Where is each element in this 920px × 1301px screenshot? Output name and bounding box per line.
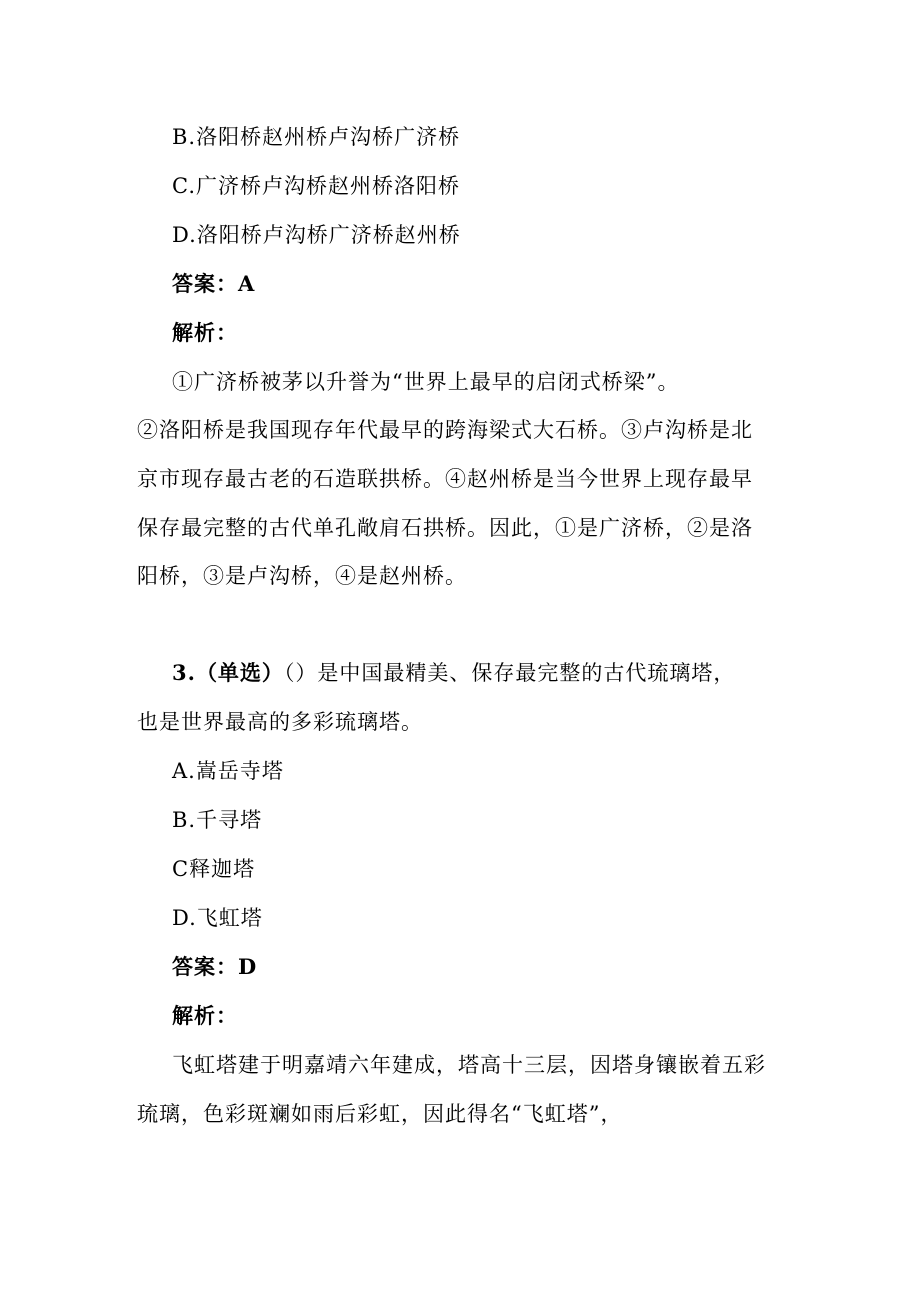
- q2-answer: 答案：A: [172, 271, 256, 296]
- q3-option-c: C释迦塔: [172, 857, 256, 881]
- q3-option-a: A.嵩岳寺塔: [172, 759, 284, 783]
- q3-analysis-line-1: 飞虹塔建于明嘉靖六年建成，塔高十三层，因塔身镶嵌着五彩: [172, 1053, 766, 1077]
- q3-answer: 答案：D: [172, 954, 258, 979]
- q3-analysis-line-2: 琉璃，色彩斑斓如雨后彩虹，因此得名“飞虹塔”，: [137, 1102, 623, 1126]
- q2-analysis-line-5: 阳桥，③是卢沟桥，④是赵州桥。: [137, 564, 467, 588]
- q2-option-b: B.洛阳桥赵州桥卢沟桥广济桥: [172, 125, 461, 149]
- q2-option-c: C.广济桥卢沟桥赵州桥洛阳桥: [172, 174, 460, 198]
- q2-analysis-line-2: ②洛阳桥是我国现存年代最早的跨海梁式大石桥。③卢沟桥是北: [137, 418, 753, 442]
- q3-stem-line-1: [172, 659, 735, 687]
- q2-analysis-line-4: 保存最完整的古代单孔敞肩石拱桥。因此，①是广济桥，②是洛: [137, 516, 753, 540]
- q3-analysis-label: 解析：: [172, 1003, 238, 1028]
- q3-stem-text: （）是中国最精美、保存最完整的古代琉璃塔，: [283, 661, 736, 685]
- q3-number: 3.: [172, 660, 196, 685]
- q3-option-b: B.千寻塔: [172, 808, 263, 832]
- q2-option-d: D.洛阳桥卢沟桥广济桥赵州桥: [172, 223, 461, 247]
- q2-analysis-line-1: ①广济桥被茅以升誉为“世界上最早的启闭式桥梁”。: [172, 370, 680, 394]
- q2-analysis-line-3: 京市现存最古老的石造联拱桥。④赵州桥是当今世界上现存最早: [137, 467, 753, 491]
- q2-analysis-label: 解析：: [172, 320, 238, 345]
- q3-stem-line-2: 也是世界最高的多彩琉璃塔。: [137, 710, 423, 734]
- q3-option-d: D.飞虹塔: [172, 906, 263, 930]
- q3-type: （单选）: [195, 660, 284, 685]
